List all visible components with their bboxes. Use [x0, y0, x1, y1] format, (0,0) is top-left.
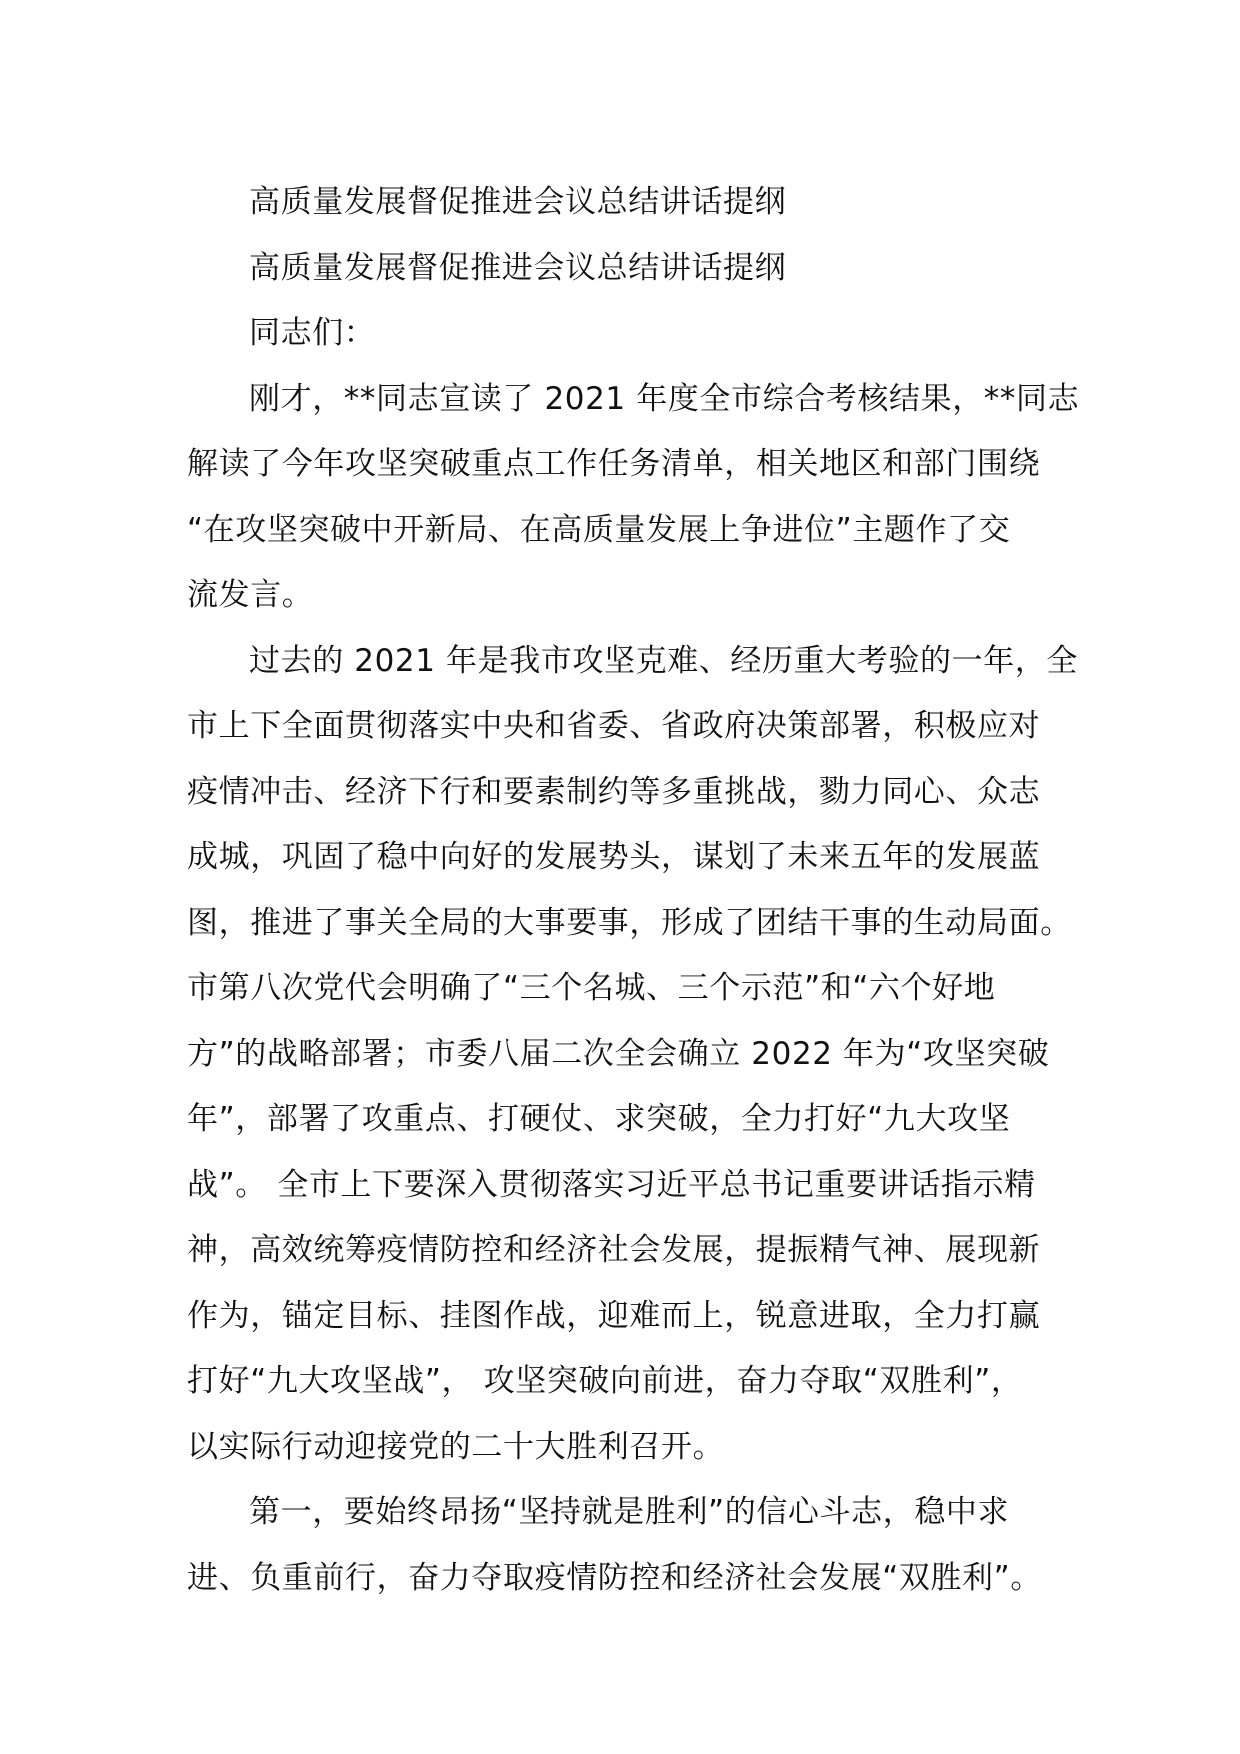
paragraph-first-point — [187, 1480, 1057, 1611]
paragraph-line: 打好“九大攻坚战”， 攻坚突破向前进，奋力夺取“双胜利”， — [187, 1363, 1023, 1399]
paragraph-line: 作为，锚定目标、挂图作战，迎难而上，锐意进取，全力打赢 — [187, 1297, 1041, 1334]
paragraph-line: 流发言。 — [187, 577, 314, 613]
paragraph-line: 市上下全面贯彻落实中央和省委、省政府决策部署，积极应对 — [187, 708, 1041, 744]
paragraph-line: “在攻坚突破中开新局、在高质量发展上争进位”主题作了交 — [187, 511, 1011, 548]
paragraph-line: 过去的 2021 年是我市攻坚克难、经历重大考验的一年，全 — [249, 642, 1078, 679]
paragraph-line: 图，推进了事关全局的大事要事，形成了团结干事的生动局面。 — [187, 904, 1072, 941]
paragraph-line: 市第八次党代会明确了“三个名城、三个示范”和“六个好地 — [187, 970, 996, 1006]
paragraph-line: 方”的战略部署；市委八届二次全会确立 2022 年为“攻坚突破 — [187, 1035, 1050, 1072]
paragraph-line: 以实际行动迎接党的二十大胜利召开。 — [187, 1428, 725, 1465]
salutation: 同志们： — [249, 315, 376, 351]
paragraph-line: 疫情冲击、经济下行和要素制约等多重挑战，勠力同心、众志 — [187, 773, 1041, 810]
paragraph-line: 战”。 全市上下要深入贯彻落实习近平总书记重要讲话指示精 — [187, 1166, 1036, 1203]
paragraph-opening — [187, 367, 1080, 629]
paragraph-line: 神，高效统筹疫情防控和经济社会发展，提振精气神、展现新 — [187, 1232, 1041, 1268]
paragraph-line: 刚才，**同志宣读了 2021 年度全市综合考核结果，**同志 — [249, 380, 1080, 417]
document-subtitle: 高质量发展督促推进会议总结讲话提纲 — [249, 249, 787, 286]
paragraph-line: 第一，要始终昂扬“坚持就是胜利”的信心斗志，稳中求 — [249, 1494, 1010, 1530]
paragraph-review — [187, 629, 1078, 1481]
document-page — [187, 170, 1080, 1611]
paragraph-line: 进、负重前行，奋力夺取疫情防控和经济社会发展“双胜利”。 — [187, 1559, 1042, 1596]
document-title: 高质量发展督促推进会议总结讲话提纲 — [249, 184, 787, 220]
paragraph-line: 年”，部署了攻重点、打硬仗、求突破，全力打好“九大攻坚 — [187, 1101, 1011, 1137]
paragraph-line: 解读了今年攻坚突破重点工作任务清单，相关地区和部门围绕 — [187, 446, 1041, 482]
paragraph-line: 成城，巩固了稳中向好的发展势头，谋划了未来五年的发展蓝 — [187, 839, 1041, 875]
